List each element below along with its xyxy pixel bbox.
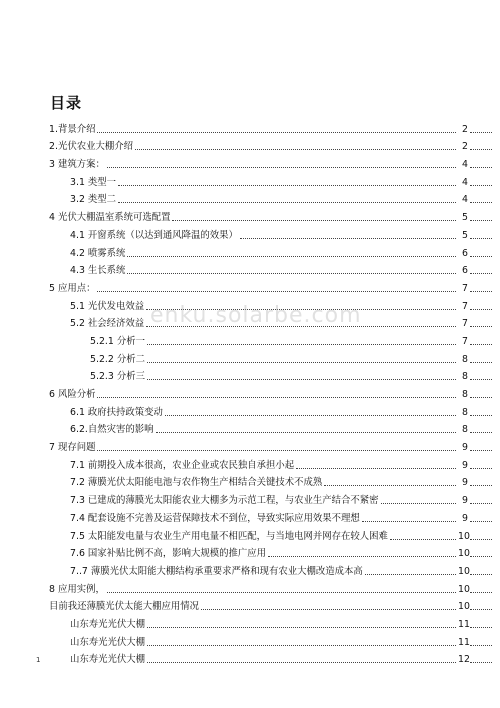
toc-entry-label: 7.2 薄膜光伏太阳能电池与农作物生产相结合关键技术不成熟 xyxy=(70,477,323,489)
toc-dot-leader xyxy=(127,272,456,274)
toc-entry-page: 10 xyxy=(458,583,470,595)
toc-entry-page: 10 xyxy=(458,601,470,613)
toc-entry-label: 5.2 社会经济效益 xyxy=(70,318,145,330)
toc-dot-leader-tail xyxy=(470,361,492,363)
toc-entry-label: 4.1 开窗系统（以达到通风降温的效果） xyxy=(70,229,238,241)
toc-dot-leader xyxy=(362,520,456,522)
toc-dot-leader xyxy=(147,378,456,380)
toc-entry[interactable] xyxy=(0,453,500,471)
toc-entry-page: 8 xyxy=(462,353,468,365)
toc-entry-label: 6.1 政府扶持政策变动 xyxy=(70,406,163,418)
toc-entry-page: 5 xyxy=(462,212,468,224)
toc-dot-leader-tail xyxy=(470,661,492,663)
toc-entry-label: 7.6 国家补贴比例不高，影响大规模的推广应用 xyxy=(70,548,267,560)
toc-entry-label: 7.1 前期投入成本很高，农业企业或农民独自承担小起 xyxy=(70,459,295,471)
toc-entry-page: 9 xyxy=(462,442,468,454)
toc-entry-page: 2 xyxy=(462,141,468,153)
toc-dot-leader xyxy=(156,431,456,433)
toc-entry[interactable] xyxy=(0,294,500,312)
toc-entry-label: 1.背景介绍 xyxy=(49,123,96,135)
toc-dot-leader-tail xyxy=(470,201,492,203)
toc-entry[interactable] xyxy=(0,577,500,595)
toc-dot-leader xyxy=(147,626,456,628)
toc-dot-leader-tail xyxy=(470,396,492,398)
toc-dot-leader xyxy=(118,184,456,186)
toc-dot-leader xyxy=(127,255,456,257)
toc-dot-leader xyxy=(324,484,456,486)
toc-dot-leader-tail xyxy=(470,166,492,168)
toc-dot-leader xyxy=(381,502,456,504)
toc-entry-label: 3.1 类型一 xyxy=(70,176,117,188)
toc-dot-leader-tail xyxy=(470,608,492,610)
toc-entry-page: 8 xyxy=(462,406,468,418)
toc-entry-page: 4 xyxy=(462,176,468,188)
toc-dot-leader xyxy=(147,343,456,345)
toc-dot-leader xyxy=(107,166,456,168)
toc-dot-leader-tail xyxy=(470,555,492,557)
toc-dot-leader xyxy=(146,325,456,327)
toc-entry-label: 3.2 类型二 xyxy=(70,194,117,206)
toc-dot-leader-tail xyxy=(470,184,492,186)
toc-dot-leader-tail xyxy=(470,219,492,221)
toc-entry[interactable] xyxy=(0,329,500,347)
toc-dot-leader-tail xyxy=(470,626,492,628)
toc-entry[interactable] xyxy=(0,117,500,135)
toc-entry-label: 3 建筑方案： xyxy=(49,159,105,171)
toc-entry-page: 7 xyxy=(462,300,468,312)
toc-entry-page: 9 xyxy=(462,477,468,489)
toc-entry-page: 7 xyxy=(462,282,468,294)
toc-entry-label: 5.2.2 分析二 xyxy=(90,353,145,365)
toc-entry-page: 9 xyxy=(462,459,468,471)
toc-entry[interactable] xyxy=(0,435,500,453)
toc-dot-leader xyxy=(165,414,456,416)
toc-list xyxy=(0,117,500,665)
page-number: 1 xyxy=(36,656,41,664)
toc-entry-page: 7 xyxy=(462,335,468,347)
toc-dot-leader-tail xyxy=(470,237,492,239)
toc-entry[interactable] xyxy=(0,542,500,560)
toc-dot-leader-tail xyxy=(470,414,492,416)
toc-entry-page: 10 xyxy=(458,565,470,577)
toc-dot-leader-tail xyxy=(470,131,492,133)
watermark: enku.solarbe.com xyxy=(150,303,362,328)
toc-dot-leader-tail xyxy=(470,467,492,469)
toc-entry-label: 山东寿光光伏大棚 xyxy=(70,654,146,666)
toc-entry[interactable] xyxy=(0,648,500,666)
toc-dot-leader-tail xyxy=(470,591,492,593)
toc-entry[interactable] xyxy=(0,506,500,524)
toc-entry-label: 5.2.3 分析三 xyxy=(90,371,145,383)
toc-dot-leader xyxy=(147,644,456,646)
toc-entry-page: 11 xyxy=(458,636,470,648)
toc-entry[interactable] xyxy=(0,365,500,383)
toc-entry[interactable] xyxy=(0,595,500,613)
toc-dot-leader-tail xyxy=(470,431,492,433)
toc-dot-leader xyxy=(107,591,456,593)
toc-entry[interactable] xyxy=(0,559,500,577)
toc-entry[interactable] xyxy=(0,347,500,365)
toc-dot-leader-tail xyxy=(470,449,492,451)
toc-dot-leader-tail xyxy=(470,502,492,504)
toc-entry-label: 6 风险分析 xyxy=(49,389,96,400)
toc-dot-leader xyxy=(172,219,456,221)
toc-dot-leader-tail xyxy=(470,484,492,486)
toc-dot-leader-tail xyxy=(470,290,492,292)
toc-entry-label: 2.光伏农业大棚介绍 xyxy=(49,141,133,153)
toc-entry[interactable] xyxy=(0,259,500,277)
toc-entry-page: 11 xyxy=(458,618,470,630)
toc-entry-page: 9 xyxy=(462,512,468,524)
toc-entry[interactable] xyxy=(0,241,500,259)
toc-dot-leader-tail xyxy=(470,325,492,327)
toc-entry-label: 7.5 太阳能发电量与农业生产用电量不相匹配，与当地电网并网存在较人困难 xyxy=(70,530,388,542)
toc-dot-leader xyxy=(147,361,456,363)
toc-dot-leader xyxy=(296,467,456,469)
toc-dot-leader-tail xyxy=(470,520,492,522)
toc-entry-label: 5.2.1 分析一 xyxy=(90,335,145,347)
toc-entry[interactable] xyxy=(0,488,500,506)
toc-entry-label: 5.1 光伏发电效益 xyxy=(70,300,145,312)
toc-entry-page: 4 xyxy=(462,159,468,171)
toc-entry-label: 4.2 喷雾系统 xyxy=(70,247,126,259)
toc-dot-leader xyxy=(146,308,456,310)
toc-entry[interactable] xyxy=(0,135,500,153)
toc-dot-leader-tail xyxy=(470,644,492,646)
toc-dot-leader xyxy=(97,290,456,292)
toc-entry-page: 7 xyxy=(462,318,468,330)
toc-entry-page: 4 xyxy=(462,194,468,206)
toc-entry-label: 7 现存问题 xyxy=(49,442,96,454)
toc-dot-leader-tail xyxy=(470,308,492,310)
toc-entry[interactable] xyxy=(0,418,500,436)
toc-dot-leader-tail xyxy=(470,272,492,274)
toc-entry-page: 6 xyxy=(462,265,468,277)
toc-entry[interactable] xyxy=(0,223,500,241)
toc-entry-label: 4 光伏大棚温室系统可选配置 xyxy=(49,212,171,224)
toc-entry-page: 8 xyxy=(462,389,468,400)
toc-dot-leader xyxy=(147,661,456,663)
toc-dot-leader xyxy=(390,538,456,540)
toc-dot-leader-tail xyxy=(470,148,492,150)
toc-entry-page: 5 xyxy=(462,229,468,241)
toc-entry-label: 山东寿光光伏大棚 xyxy=(70,636,146,648)
toc-entry[interactable] xyxy=(0,400,500,418)
toc-entry-page: 9 xyxy=(462,495,468,507)
toc-dot-leader-tail xyxy=(470,255,492,257)
toc-dot-leader xyxy=(201,608,456,610)
toc-entry-label: 目前我还薄膜光伏太能大棚应用情况 xyxy=(49,601,200,613)
toc-dot-leader xyxy=(365,573,456,575)
toc-entry[interactable] xyxy=(0,188,500,206)
toc-entry-page: 2 xyxy=(462,123,468,135)
toc-entry[interactable] xyxy=(0,170,500,188)
toc-entry-label: 山东寿光光伏大棚 xyxy=(70,618,146,630)
toc-entry[interactable] xyxy=(0,630,500,648)
toc-entry-label: 7.4 配套设施不完善及运营保障技术不到位，导致实际应用效果不理想 xyxy=(70,512,360,524)
toc-entry[interactable] xyxy=(0,276,500,294)
toc-dot-leader xyxy=(135,148,456,150)
toc-dot-leader-tail xyxy=(470,573,492,575)
toc-entry-page: 6 xyxy=(462,247,468,259)
toc-dot-leader xyxy=(240,237,456,239)
toc-entry[interactable] xyxy=(0,382,500,400)
toc-entry-label: 7.3 已建成的薄膜光太阳能农业大棚多为示范工程，与农业生产结合不紧密 xyxy=(70,495,379,507)
toc-entry[interactable] xyxy=(0,205,500,223)
toc-dot-leader xyxy=(268,555,456,557)
toc-dot-leader xyxy=(118,201,456,203)
toc-entry-page: 8 xyxy=(462,371,468,383)
toc-entry[interactable] xyxy=(0,471,500,489)
toc-dot-leader-tail xyxy=(470,343,492,345)
toc-entry-page: 12 xyxy=(458,654,470,666)
toc-title: 目录 xyxy=(50,94,83,112)
toc-dot-leader xyxy=(97,131,456,133)
toc-entry-page: 10 xyxy=(458,548,470,560)
toc-dot-leader xyxy=(97,396,456,398)
toc-entry-page: 8 xyxy=(462,424,468,436)
toc-entry-label: 4.3 生长系统 xyxy=(70,265,126,277)
toc-entry[interactable] xyxy=(0,612,500,630)
toc-dot-leader xyxy=(97,449,456,451)
toc-entry[interactable] xyxy=(0,312,500,330)
toc-entry-label: 8 应用实例， xyxy=(49,583,105,595)
toc-entry[interactable] xyxy=(0,152,500,170)
toc-dot-leader-tail xyxy=(470,538,492,540)
toc-entry-page: 10 xyxy=(458,530,470,542)
toc-entry-label: 7..7 薄膜光伏太阳能大棚结构承重要求严格和现有农业大棚改造成本高 xyxy=(70,565,363,577)
toc-dot-leader-tail xyxy=(470,378,492,380)
toc-entry-label: 5 应用点： xyxy=(49,282,96,294)
toc-entry-label: 6.2.自然灾害的影响 xyxy=(70,424,154,436)
toc-entry[interactable] xyxy=(0,524,500,542)
